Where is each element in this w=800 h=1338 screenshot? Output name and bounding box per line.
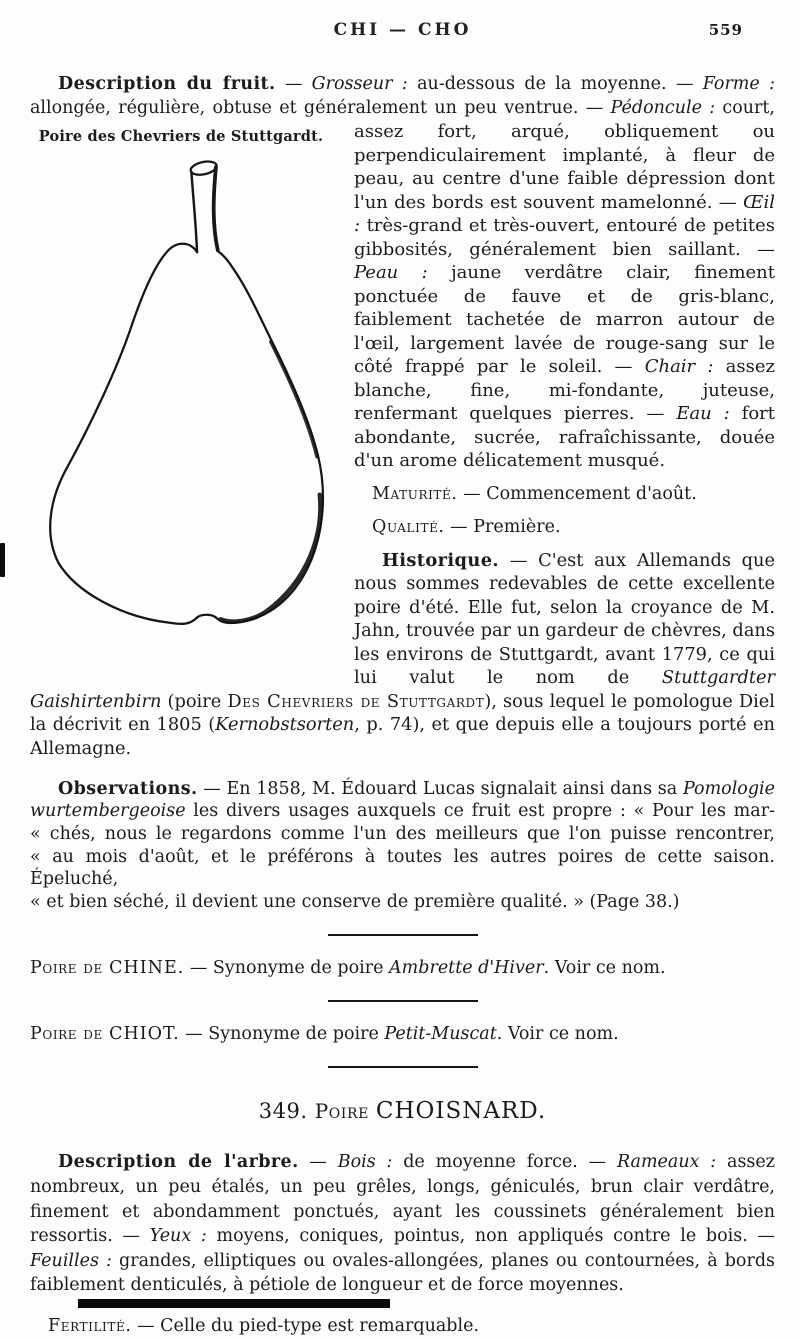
observations-line [30, 846, 775, 891]
text-segment: allongée, régulière, obtuse et généralement un peu ventrue. — [30, 98, 611, 118]
text-segment: Rameaux : [616, 1152, 717, 1173]
text-segment: — Première. [444, 516, 561, 537]
text-segment: Pomologie [682, 778, 775, 799]
text-segment: Petit-Muscat [384, 1024, 497, 1045]
text-segment: Œil : [354, 191, 775, 236]
text-segment: Qualité. [372, 516, 445, 537]
section-divider [328, 1066, 478, 1068]
text-segment: assez fort, arqué, obliquement ou perpendiculairement implanté, à fleur de peau, au centre d'une faible dépression dont l'un des bords est souvent mamelonné. — [354, 121, 775, 213]
text-segment: les divers usages auxquels ce fruit est propre : « Pour les mar- [185, 801, 775, 822]
text-segment: au-dessous de la moyenne. — [407, 74, 703, 94]
text-segment: Observations. [58, 778, 198, 799]
text-segment: — En 1858, M. Édouard Lucas signalait ainsi dans sa [197, 778, 683, 799]
scan-bottom-artifact [78, 1299, 390, 1308]
text-segment: Chair : [644, 356, 714, 377]
fruit-description-line-1 [30, 72, 775, 96]
text-segment: — [275, 74, 312, 94]
synonym-entry-chine [30, 957, 775, 979]
text-segment: Des Chevriers de Stuttgardt [227, 690, 485, 712]
running-header-title: CHI — CHO [333, 20, 472, 40]
text-segment: — Synonyme de poire [179, 1024, 385, 1045]
text-segment: jaune verdâtre clair, finement ponctuée de fauve et de gris-blanc, faiblement tachetée de marron autour de l'œil, largement lavée de rouge-sang sur le côté frappé par le soleil. — [354, 262, 775, 377]
text-segment: Historique. [382, 549, 500, 571]
observations-paragraph [30, 778, 775, 914]
fruit-description-line-2 [30, 96, 775, 120]
observations-line [30, 891, 775, 914]
text-segment: court, [715, 98, 775, 118]
text-segment: . Voir ce nom. [496, 1024, 619, 1045]
text-segment: « au mois d'août, et le préférons à toutes les autres poires de cette saison. Épeluché, [30, 846, 775, 890]
text-segment: moyens, coniques, pointus, non appliqués contre le bois. — [206, 1226, 775, 1247]
page-number: 559 [708, 21, 743, 39]
text-segment: Grosseur : [311, 74, 408, 94]
scan-edge-mark [0, 543, 5, 577]
text-segment: Bois : [337, 1152, 393, 1173]
text-segment: CHOISNARD. [375, 1098, 547, 1125]
text-segment: — Celle du pied-type est remarquable. [131, 1316, 480, 1337]
observations-line [30, 800, 775, 823]
text-segment: Maturité. [372, 483, 458, 504]
text-segment: Kernobstsorten [215, 714, 355, 735]
observations-line [30, 778, 775, 801]
synonym-entry-chiot [30, 1023, 775, 1045]
text-segment: Eau : [676, 403, 730, 424]
text-segment: grandes, elliptiques ou ovales-allongées, planes ou contournées, à bords faiblement denticulés, à pétiole de longueur et de force moyennes. [30, 1250, 775, 1296]
text-segment: Peau : [354, 262, 428, 283]
text-segment: de moyenne force. — [392, 1152, 617, 1173]
text-segment: « chés, nous le regardons comme l'un des meilleurs que l'on puisse rencontrer, [30, 823, 775, 844]
text-segment: Forme : [702, 74, 776, 94]
text-segment: CHIOT. [109, 1024, 180, 1045]
text-segment: fort abondante, sucrée, rafraîchissante, douée d'un arome délicatement musqué. [354, 403, 775, 471]
observations-line [30, 823, 775, 846]
text-segment: Fertilité. [48, 1316, 132, 1337]
section-divider [328, 1000, 478, 1002]
text-segment: — [298, 1152, 338, 1173]
text-segment: Poire de [30, 958, 110, 979]
text-segment: Pédoncule : [610, 98, 716, 118]
text-segment: Feuilles : [30, 1250, 112, 1271]
text-segment: . Voir ce nom. [543, 958, 666, 979]
text-segment: assez nombreux, un peu étalés, un peu grêles, longs, géniculés, brun clair verdâtre, finement et abondamment ponctués, ayant les coussinets généralement bien ressortis. — [30, 1152, 775, 1247]
text-segment: (poire [161, 690, 228, 712]
text-segment: Ambrette d'Hiver [389, 958, 544, 979]
text-segment: Description du fruit. [58, 74, 276, 94]
text-segment: , p. 74), et que depuis elle a toujours porté en Allemagne. [30, 714, 775, 759]
text-segment: Stuttgardter Gaishirtenbirn [30, 667, 775, 712]
tree-description-paragraph [30, 1150, 775, 1298]
fertility-line [30, 1315, 775, 1338]
text-segment: Description de l'arbre. [58, 1152, 299, 1173]
text-segment: ), sous lequel le pomologue Diel la décrivit en 1805 ( [30, 690, 775, 735]
text-segment: wurtembergeoise [30, 801, 186, 822]
section-divider [328, 934, 478, 936]
text-segment: Poire [314, 1099, 376, 1124]
text-segment: Yeux : [149, 1226, 207, 1247]
pear-illustration-icon [30, 147, 332, 663]
text-segment: — C'est aux Allemands que nous sommes redevables de cette excellente poire d'été. Elle fut, selon la croyance de M. Jahn, trouvée par un gardeur de chèvres, dans les environs de Stuttgardt, avant 1779, ce qui lui valut le nom de [354, 549, 775, 688]
species-heading [30, 1098, 775, 1124]
figure-and-text-block [30, 120, 775, 1338]
text-segment: « et bien séché, il devient une conserve de première qualité. » (Page 38.) [30, 891, 680, 912]
pear-figure [30, 122, 332, 663]
text-segment: Poire de [30, 1024, 110, 1045]
running-header [30, 20, 775, 46]
text-segment: 349. [258, 1099, 315, 1124]
text-segment: — Commencement d'août. [457, 483, 697, 504]
text-segment: assez blanche, fine, mi-fondante, juteuse, renfermant quelques pierres. — [354, 356, 775, 424]
text-segment: — Synonyme de poire [184, 958, 390, 979]
text-segment: très-grand et très-ouvert, entouré de petites gibbosités, généralement bien saillant. — [354, 215, 775, 260]
text-segment: CHINE. [109, 958, 185, 979]
figure-caption: Poire des Chevriers de Stuttgardt. [38, 128, 324, 145]
